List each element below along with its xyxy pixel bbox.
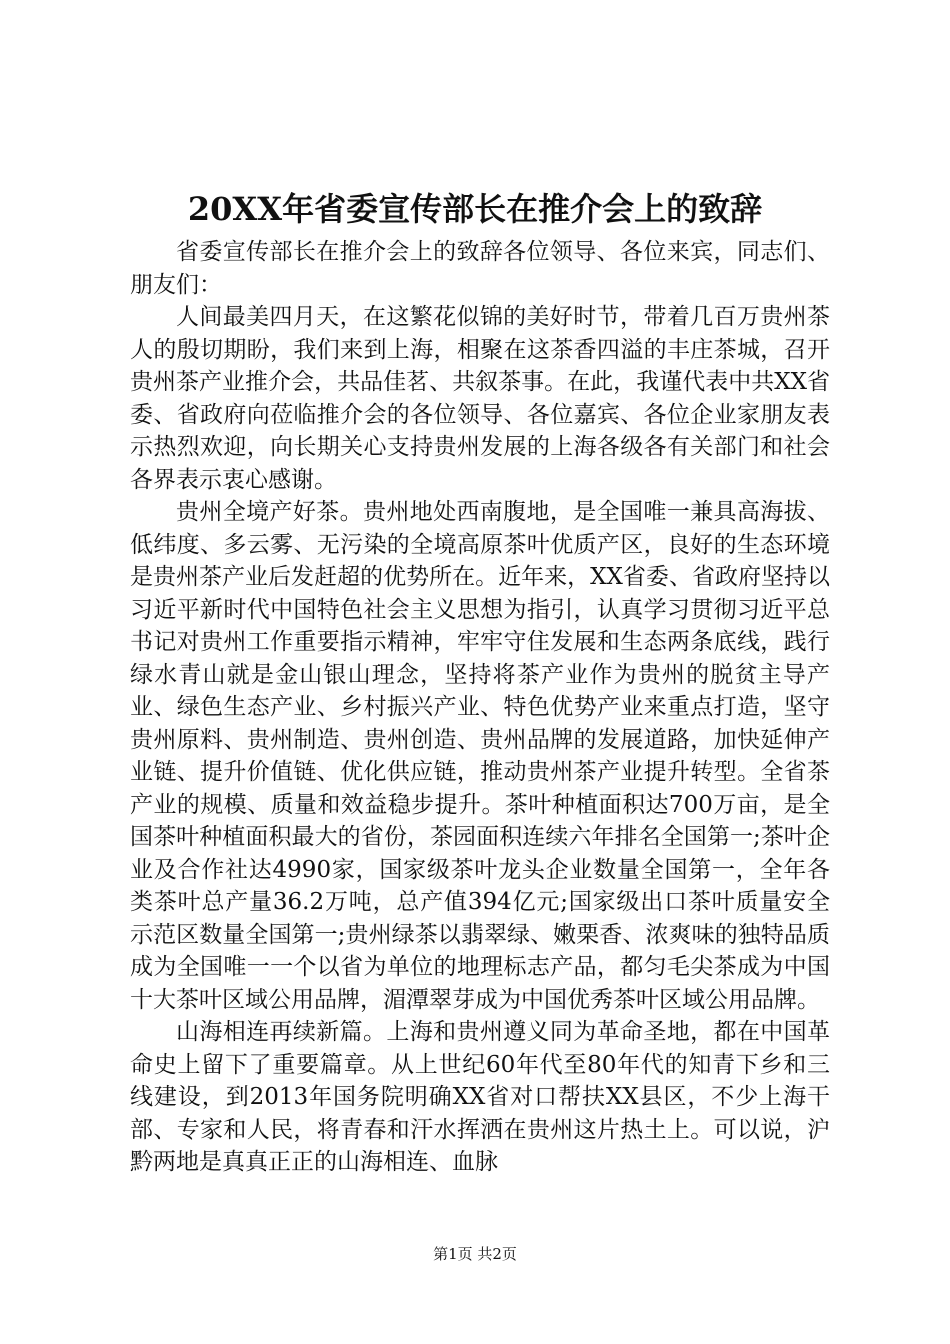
paragraph-greeting: 省委宣传部长在推介会上的致辞各位领导、各位来宾，同志们、朋友们： [130,239,830,298]
paragraph-shanghai-guizhou: 山海相连再续新篇。上海和贵州遵义同为革命圣地，都在中国革命史上留下了重要篇章。从上世纪60年代至80年代的知青下乡和三线建设，到2013年国务院明确XX省对口帮扶XX县区，不少上海干部、专家和人民，将青春和汗水挥洒在贵州这片热土上。可以说，沪黔两地是真真正正的山海相连、血脉 [130,1019,830,1175]
document-body [130,236,830,1179]
page-number-footer: 第1页 共2页 [433,1245,517,1263]
paragraph-welcome: 人间最美四月天，在这繁花似锦的美好时节，带着几百万贵州茶人的殷切期盼，我们来到上海，相聚在这茶香四溢的丰庄茶城，召开贵州茶产业推介会，共品佳茗、共叙茶事。在此，我谨代表中共XX省委、省政府向莅临推介会的各位领导、各位嘉宾、各位企业家朋友表示热烈欢迎，向长期关心支持贵州发展的上海各级各有关部门和社会各界表示衷心感谢。 [130,304,830,493]
document-title: 20XX年省委宣传部长在推介会上的致辞 [187,190,763,228]
paragraph-guizhou-tea: 贵州全境产好茶。贵州地处西南腹地，是全国唯一兼具高海拔、低纬度、多云雾、无污染的全境高原茶叶优质产区，良好的生态环境是贵州茶产业后发赶超的优势所在。近年来，XX省委、省政府坚持以习近平新时代中国特色社会主义思想为指引，认真学习贯彻习近平总书记对贵州工作重要指示精神，牢牢守住发展和生态两条底线，践行绿水青山就是金山银山理念，坚持将茶产业作为贵州的脱贫主导产业、绿色生态产业、乡村振兴产业、特色优势产业来重点打造，坚守贵州原料、贵州制造、贵州创造、贵州品牌的发展道路，加快延伸产业链、提升价值链、优化供应链，推动贵州茶产业提升转型。全省茶产业的规模、质量和效益稳步提升。茶叶种植面积达700万亩，是全国茶叶种植面积最大的省份，茶园面积连续六年排名全国第一;茶叶企业及合作社达4990家，国家级茶叶龙头企业数量全国第一，全年各类茶叶总产量36.2万吨，总产值394亿元;国家级出口茶叶质量安全示范区数量全国第一;贵州绿茶以翡翠绿、嫩栗香、浓爽味的独特品质成为全国唯一一个以省为单位的地理标志产品，都匀毛尖茶成为中国十大茶叶区域公用品牌，湄潭翠芽成为中国优秀茶叶区域公用品牌。 [130,499,830,1013]
